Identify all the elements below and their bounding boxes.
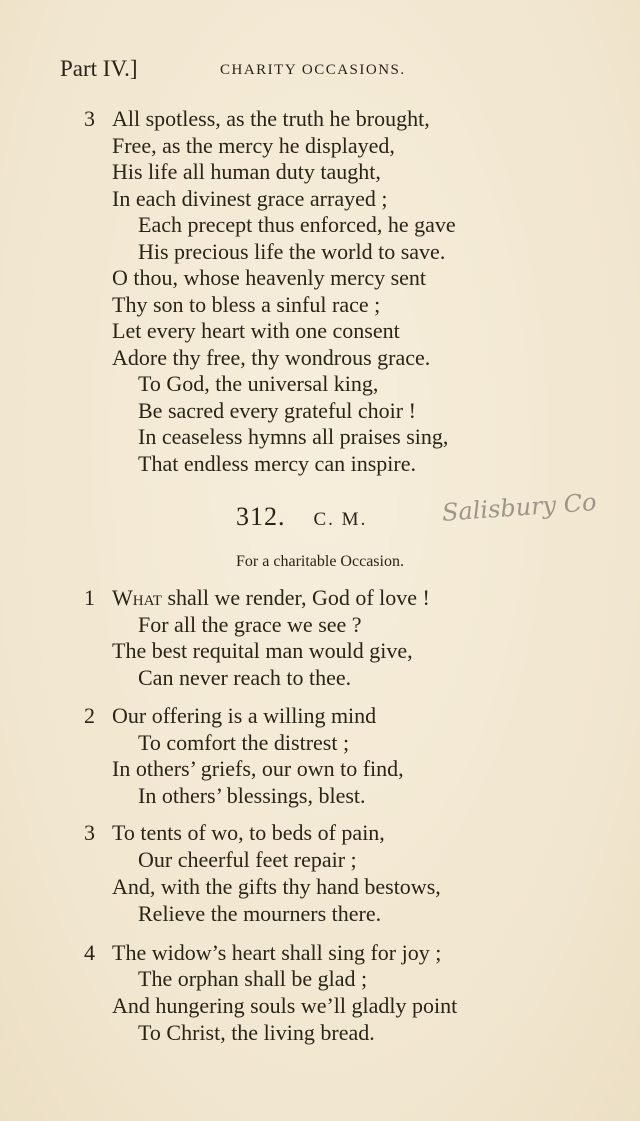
verse-line: In ceaseless hymns all praises sing, <box>138 424 449 449</box>
hymn-heading <box>236 502 367 532</box>
verse-line-rest: shall we render, God of love ! <box>167 585 430 610</box>
stanza-number: 1 <box>84 585 95 610</box>
verse-line: To God, the universal king, <box>138 371 379 396</box>
annotation-text: Salisbury Co <box>441 488 598 527</box>
verse-line: Can never reach to thee. <box>138 665 352 690</box>
pencil-annotation <box>440 484 640 534</box>
verse-line: Relieve the mourners there. <box>138 901 382 926</box>
stanza-number: 4 <box>84 940 95 965</box>
part-label: Part IV.] <box>60 56 138 81</box>
verse-line: And, with the gifts thy hand bestows, <box>112 874 441 899</box>
hymn-number: 312. <box>236 502 286 531</box>
verse-line: And hungering souls we’ll gladly point <box>112 993 458 1018</box>
verse-line: The orphan shall be glad ; <box>138 966 368 991</box>
verse-line: To comfort the distrest ; <box>138 730 350 755</box>
hymn-meter: C. M. <box>313 509 368 530</box>
hymn-occasion: For a charitable Occasion. <box>236 553 404 570</box>
verse-line: To tents of wo, to beds of pain, <box>112 820 385 845</box>
verse-line: In each divinest grace arrayed ; <box>112 186 388 211</box>
verse-line: All spotless, as the truth he brought, <box>112 106 430 131</box>
verse-line: Each precept thus enforced, he gave <box>138 212 456 237</box>
running-title: CHARITY OCCASIONS. <box>220 62 406 78</box>
verse-line: To Christ, the living bread. <box>138 1020 375 1045</box>
verse-line: Adore thy free, thy wondrous grace. <box>112 345 431 370</box>
page-header <box>60 56 620 88</box>
verse-line: The widow’s heart shall sing for joy ; <box>112 940 442 965</box>
verse-line <box>112 585 430 611</box>
verse-line: His precious life the world to save. <box>138 239 446 264</box>
verse-line: O thou, whose heavenly mercy sent <box>112 265 427 290</box>
verse-line: Thy son to bless a sinful race ; <box>112 292 381 317</box>
verse-line: In others’ blessings, blest. <box>138 783 366 808</box>
verse-line: Our cheerful feet repair ; <box>138 847 357 872</box>
verse-line: Our offering is a willing mind <box>112 703 377 728</box>
verse-line: His life all human duty taught, <box>112 159 381 184</box>
verse-line: Let every heart with one consent <box>112 318 400 343</box>
stanza-number: 3 <box>84 106 95 131</box>
stanza-number: 3 <box>84 820 95 845</box>
verse-line: That endless mercy can inspire. <box>138 451 416 476</box>
verse-line: Free, as the mercy he displayed, <box>112 133 395 158</box>
stanza-number: 2 <box>84 703 95 728</box>
first-word: What <box>112 585 162 610</box>
verse-line: The best requital man would give, <box>112 638 413 663</box>
verse-line: Be sacred every grateful choir ! <box>138 398 416 423</box>
verse-line: In others’ griefs, our own to find, <box>112 756 404 781</box>
verse-line: For all the grace we see ? <box>138 612 362 637</box>
